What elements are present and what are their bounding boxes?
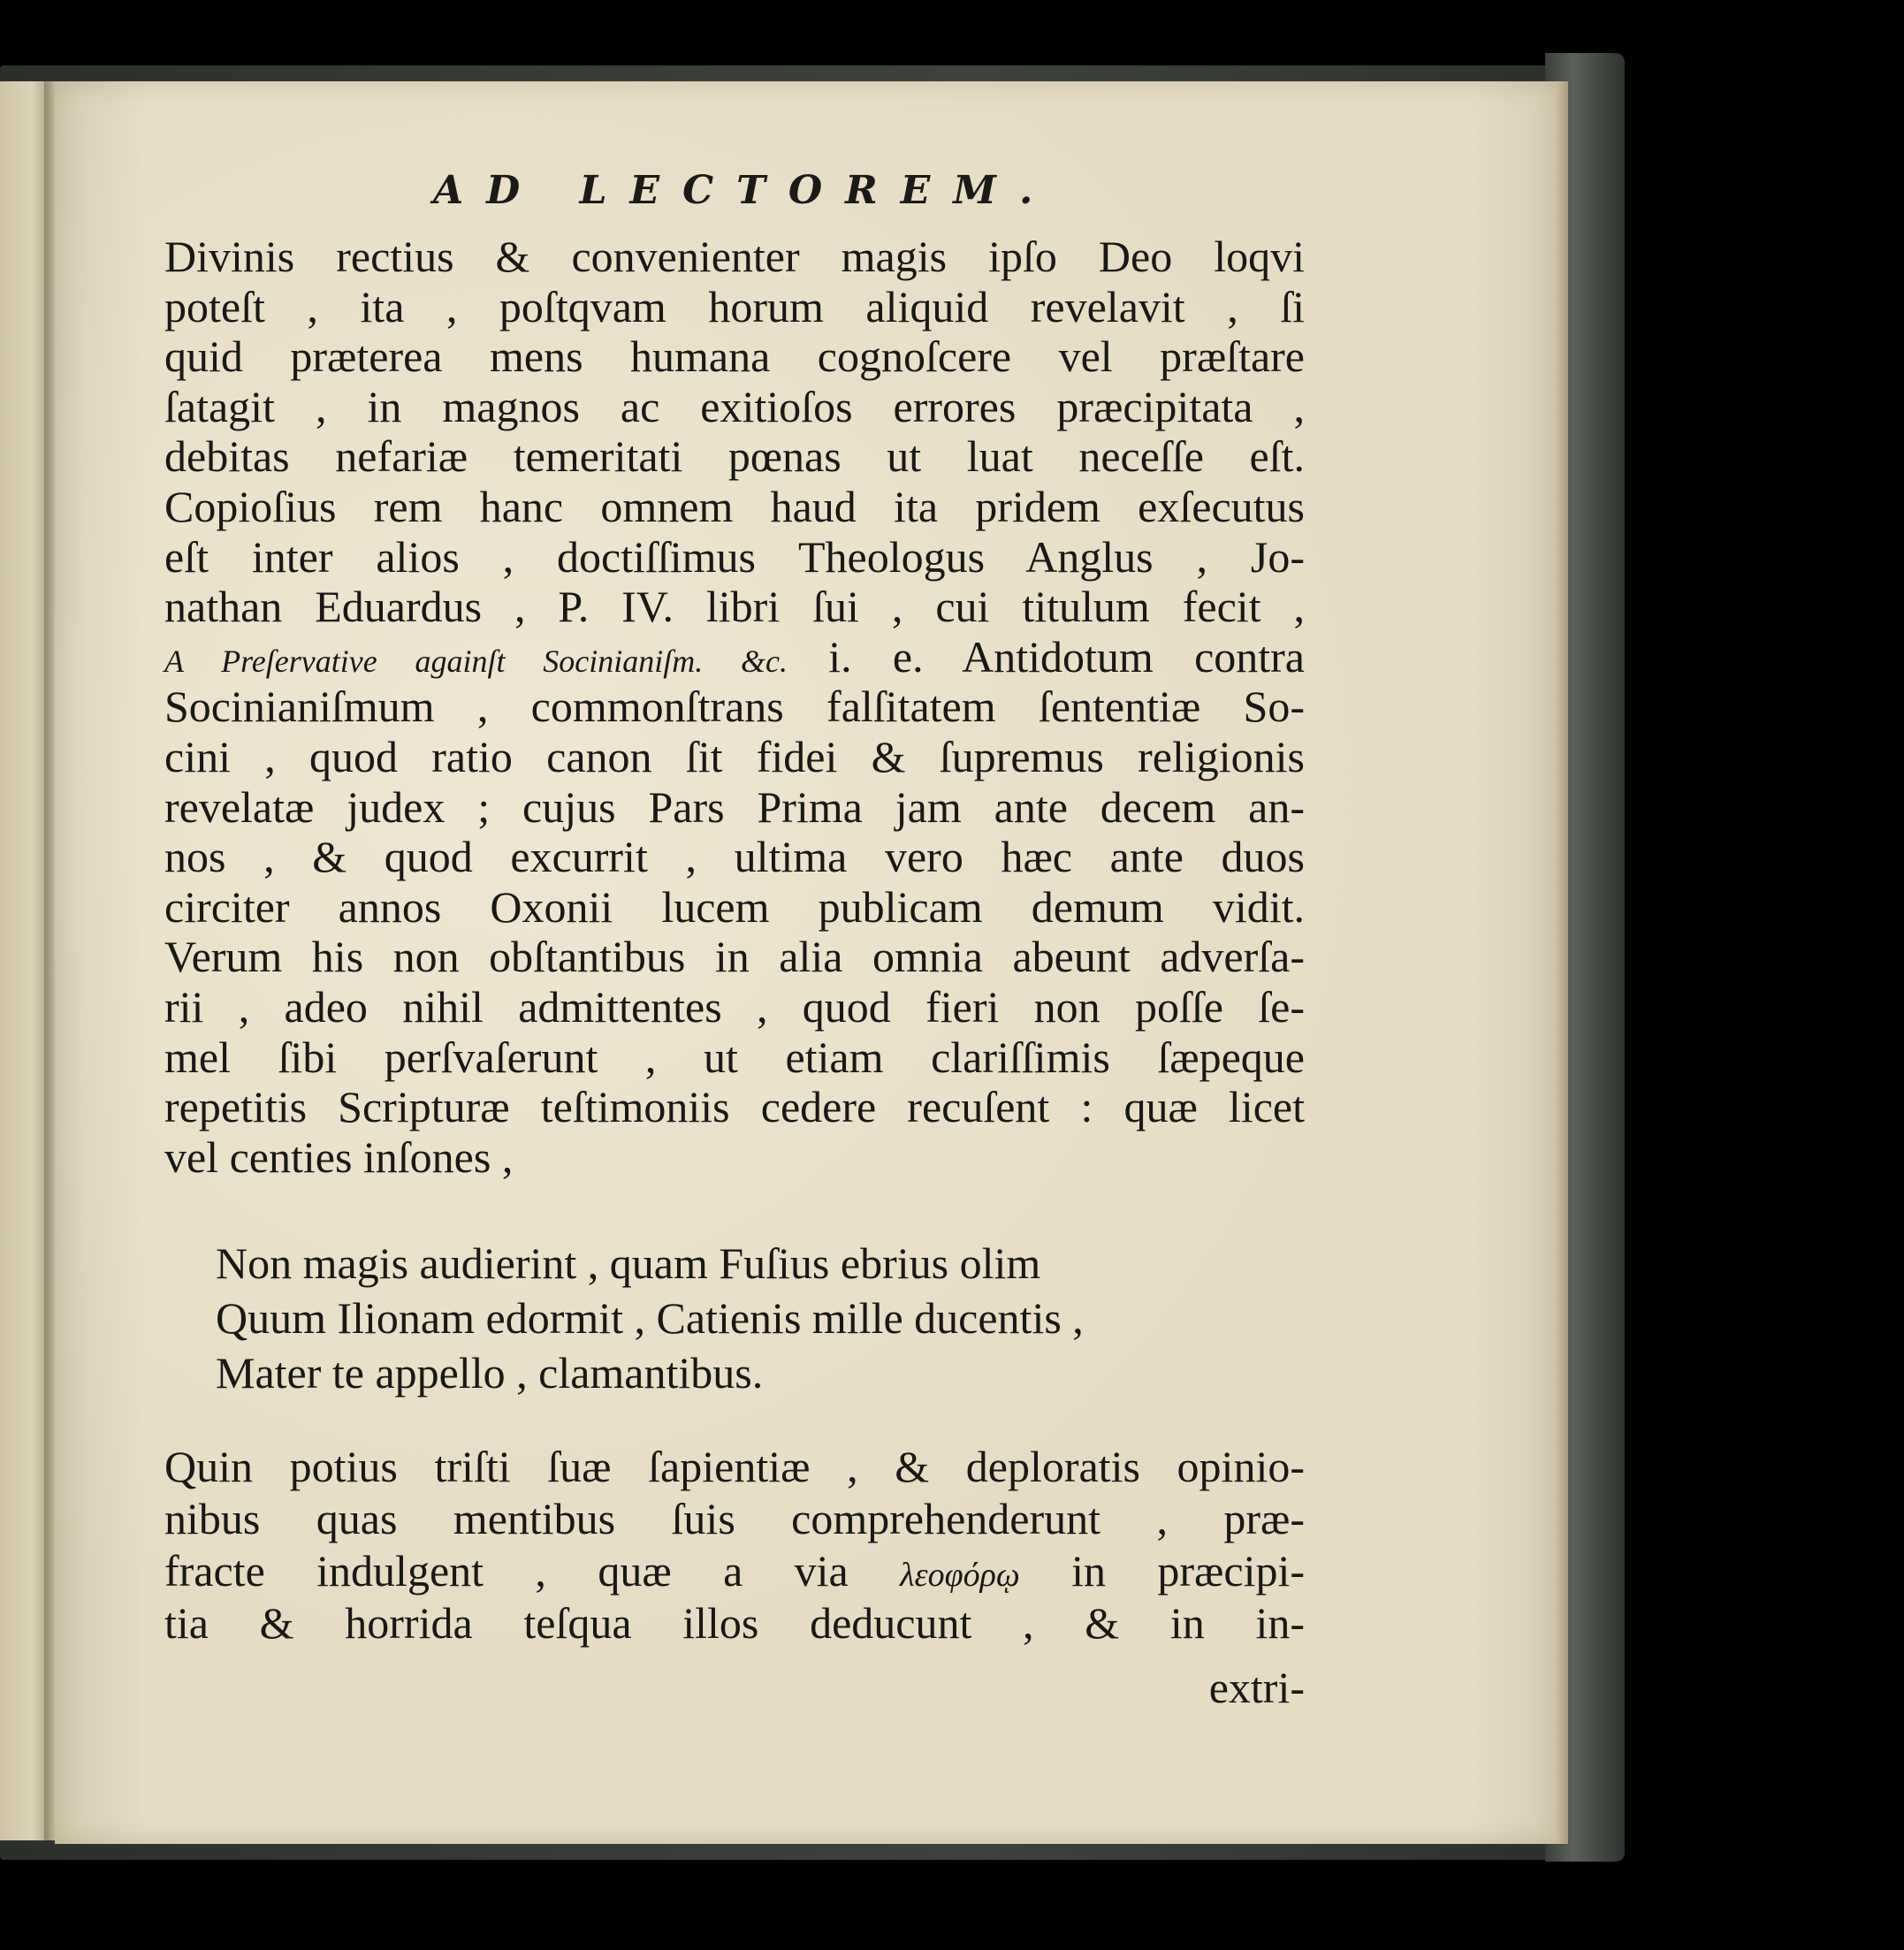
text-line-with-greek [164,1545,1305,1597]
italic-book-title: A Preſervative againſt Socinianiſm. &c. [164,643,788,679]
text-line: rii , adeo nihil admittentes , quod fieri non poſſe ſe- [164,981,1305,1032]
text-line: mel ſibi perſvaſerunt , ut etiam clariſſimis ſæpeque [164,1032,1305,1082]
text-line: ſatagit , in magnos ac exitioſos errores præcipitata , [164,381,1305,431]
text-line: nathan Eduardus , P. IV. libri ſui , cui titulum fecit , [164,582,1305,632]
text-line: Socinianiſmum , commonſtrans falſitatem ſententiæ So- [164,682,1305,732]
text-line: repetitis Scripturæ teſtimoniis cedere recuſent : quæ licet [164,1082,1305,1132]
text-line: tia & horrida teſqua illos deducunt , & in in- [164,1598,1305,1648]
text-line: Divinis rectius & convenienter magis ipſo Deo loqvi [164,232,1305,281]
text-line: Quin potius triſti ſuæ ſapientiæ , & deploratis opinio- [164,1442,1305,1491]
italic-title-tail: i. e. Antidotum contra [828,631,1305,682]
text-line: eſt inter alios , doctiſſimus Theologus Anglus , Jo- [164,531,1305,582]
text-line: cini , quod ratio canon ſit fidei & ſupremus religionis [164,731,1305,781]
text-line: debitas nefariæ temeritati pœnas ut luat neceſſe eſt. [164,431,1305,482]
left-page-sliver [0,81,46,1840]
text-line: revelatæ judex ; cujus Pars Prima jam ante decem an- [164,781,1305,832]
verse-line: Quum Ilionam edormit , Catienis mille ducentis , [216,1293,1084,1343]
text-line: Copioſius rem hanc omnem haud ita pridem exſecutus [164,481,1305,531]
paragraph-1 [164,232,1305,1182]
text-line: quid præterea mens humana cognoſcere vel præſtare [164,331,1305,382]
line-part: fracte indulgent , quæ a via [164,1546,849,1596]
text-line: circiter annos Oxonii lucem publicam demum vidit. [164,881,1305,932]
text-line: nos , & quod excurrit , ultima vero hæc ante duos [164,832,1305,882]
line-part: in præcipi- [1071,1546,1306,1596]
page-fore-edge [1556,81,1568,1844]
greek-word: λεοφόρῳ [900,1557,1020,1594]
verse-line: Mater te appello , clamantibus. [216,1348,764,1398]
verse-line: Non magis audierint , quam Fuſius ebrius olim [216,1238,1041,1288]
text-line-with-italic-title [164,632,1305,682]
text-line: nibus quas mentibus ſuis comprehenderunt , præ- [164,1494,1305,1543]
verse-quotation [216,1236,1329,1400]
catchword: extri- [1208,1663,1305,1712]
running-head: AD LECTOREM. [433,168,1056,213]
paragraph-2 [164,1441,1305,1649]
text-line: vel centies inſones , [164,1131,514,1182]
text-line: Verum his non obſtantibus in alia omnia abeunt adverſa- [164,932,1305,982]
text-line: poteſt , ita , poſtqvam horum aliquid revelavit , ſi [164,281,1305,331]
